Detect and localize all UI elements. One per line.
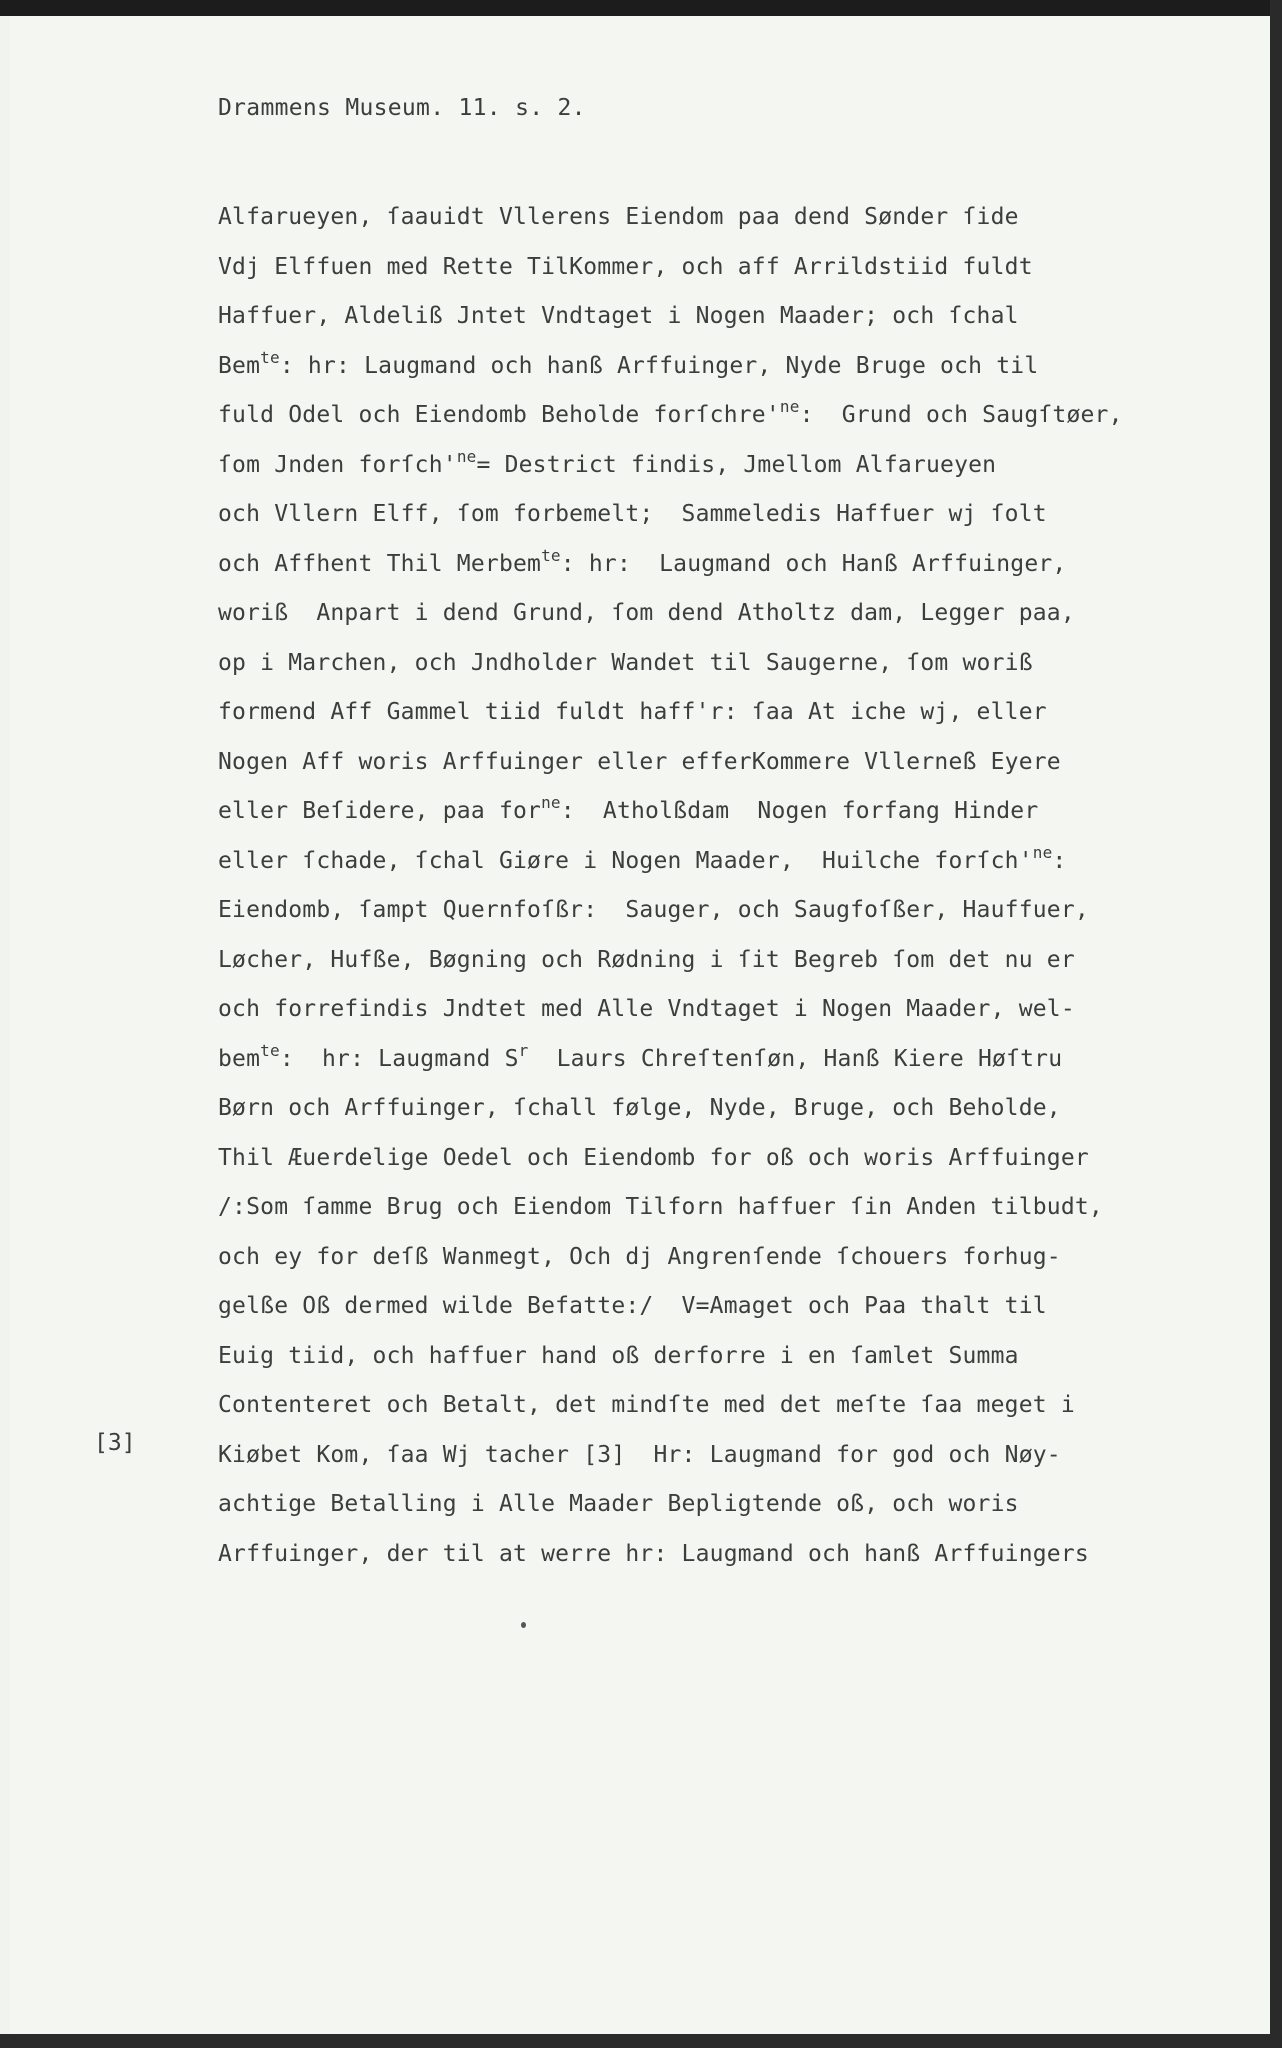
text-line: Thil Æuerdelige Oedel och Eiendomb for oß och woris Arffuinger <box>218 1144 1089 1171</box>
scan-border-top <box>0 0 1282 16</box>
superscript: te <box>260 1040 280 1060</box>
ink-dot <box>521 1622 526 1628</box>
text-line: eller ſchade, ſchal Giøre i Nogen Maader, Huilche $forſch'^{ne}$: <box>218 842 1067 874</box>
superscript: r <box>518 1040 529 1060</box>
scan-border-right <box>1270 0 1282 2048</box>
text-line: och ey for deſß Wanmegt, Och dj Angrenſende ſchouers forhug- <box>218 1243 1061 1270</box>
text-line: Vdj Elffuen med Rette TilKommer, och aff Arrildstiid fuldt <box>218 253 1033 280</box>
text-line: ſom Jnden $forſch'^{ne}=$ Destrict findis, Jmellom Alfarueyen <box>218 446 997 478</box>
text-line: /:Som ſamme Brug och Eiendom Tilforn haffuer ſin Anden tilbudt, <box>218 1194 1103 1220</box>
text-line: eller Beſidere, paa for$^{ne}$: Atholßdam Nogen forfang Hinder <box>218 793 1039 824</box>
text-line: Alfarueyen, ſaauidt Vllerens Eiendom paa dend Sønder ſide <box>218 204 1019 230</box>
document-header: Drammens Museum. 11. s. 2. <box>218 95 586 121</box>
text-line: Nogen Aff woris Arffuinger eller efferKommere Vllerneß Eyere <box>218 748 1061 775</box>
document-page <box>10 16 1270 2034</box>
text-line: woriß Anpart i dend Grund, ſom dend Atholtz dam, Legger paa, <box>218 600 1075 626</box>
text-line: gelße Oß dermed wilde Befatte:/ V=Amaget och Paa thalt til <box>218 1293 1047 1319</box>
text-line: och Vllern Elff, ſom forbemelt; Sammeledis Haffuer wj ſolt <box>218 501 1047 527</box>
text-line: achtige Betalling i Alle Maader Bepligtende oß, och woris <box>218 1491 1019 1517</box>
text-line: fuld Odel och Eiendomb Beholde $forſchre'^{ne}$: Grund och Saugſtøer, <box>218 397 1123 428</box>
superscript: ne <box>456 446 477 466</box>
superscript: te <box>260 347 280 367</box>
margin-note: [3] <box>94 1430 136 1456</box>
text-line: bem$^{te}$: hr: Laugmand $S^r$ Laurs Chreſtenſøn, Hanß Kiere Høſtru <box>218 1040 1063 1072</box>
text-line: Børn och Arffuinger, ſchall følge, Nyde, Bruge, och Beholde, <box>218 1095 1061 1121</box>
text-line: op i Marchen, och Jndholder Wandet til Saugerne, ſom woriß <box>218 649 1033 676</box>
transcription-body <box>218 193 1208 1579</box>
text-line: och forrefindis Jndtet med Alle Vndtaget i Nogen Maader, wel- <box>218 996 1075 1022</box>
text-line: formend Aff Gammel tiid fuldt haff'r: ſaa At iche wj, eller <box>218 699 1047 725</box>
text-line: och Affhent Thil Merbem$^{te}$: hr: Laugmand och Hanß Arffuinger, <box>218 545 1067 577</box>
scan-border-bottom <box>0 2034 1282 2048</box>
text-line: Arffuinger, der til at werre hr: Laugmand och hanß Arffuingers <box>218 1540 1089 1567</box>
text-line: Contenteret och Betalt, det mindſte med det meſte ſaa meget i <box>218 1392 1075 1418</box>
superscript: te <box>541 545 561 565</box>
text-line: Euig tiid, och haffuer hand oß derforre i en ſamlet Summa <box>218 1342 1019 1369</box>
text-line: Løcher, Hufße, Bøgning och Rødning i ſit Begreb ſom det nu er <box>218 946 1075 973</box>
superscript: ne <box>779 397 800 416</box>
text-line: Bem$^{te}$: hr: Laugmand och hanß Arffuinger, Nyde Bruge och til <box>218 347 1039 379</box>
text-line: Haffuer, Aldeliß Jntet Vndtaget i Nogen Maader; och ſchal <box>218 303 1019 329</box>
text-line: Kiøbet Kom, ſaa Wj tacher [3] Hr: Laugmand for god och Nøy- <box>218 1441 1061 1468</box>
text-line: Eiendomb, ſampt Quernfoſßr: Sauger, och Saugfoſßer, Hauffuer, <box>218 897 1089 923</box>
superscript: ne <box>1032 842 1053 862</box>
superscript: ne <box>541 793 561 812</box>
